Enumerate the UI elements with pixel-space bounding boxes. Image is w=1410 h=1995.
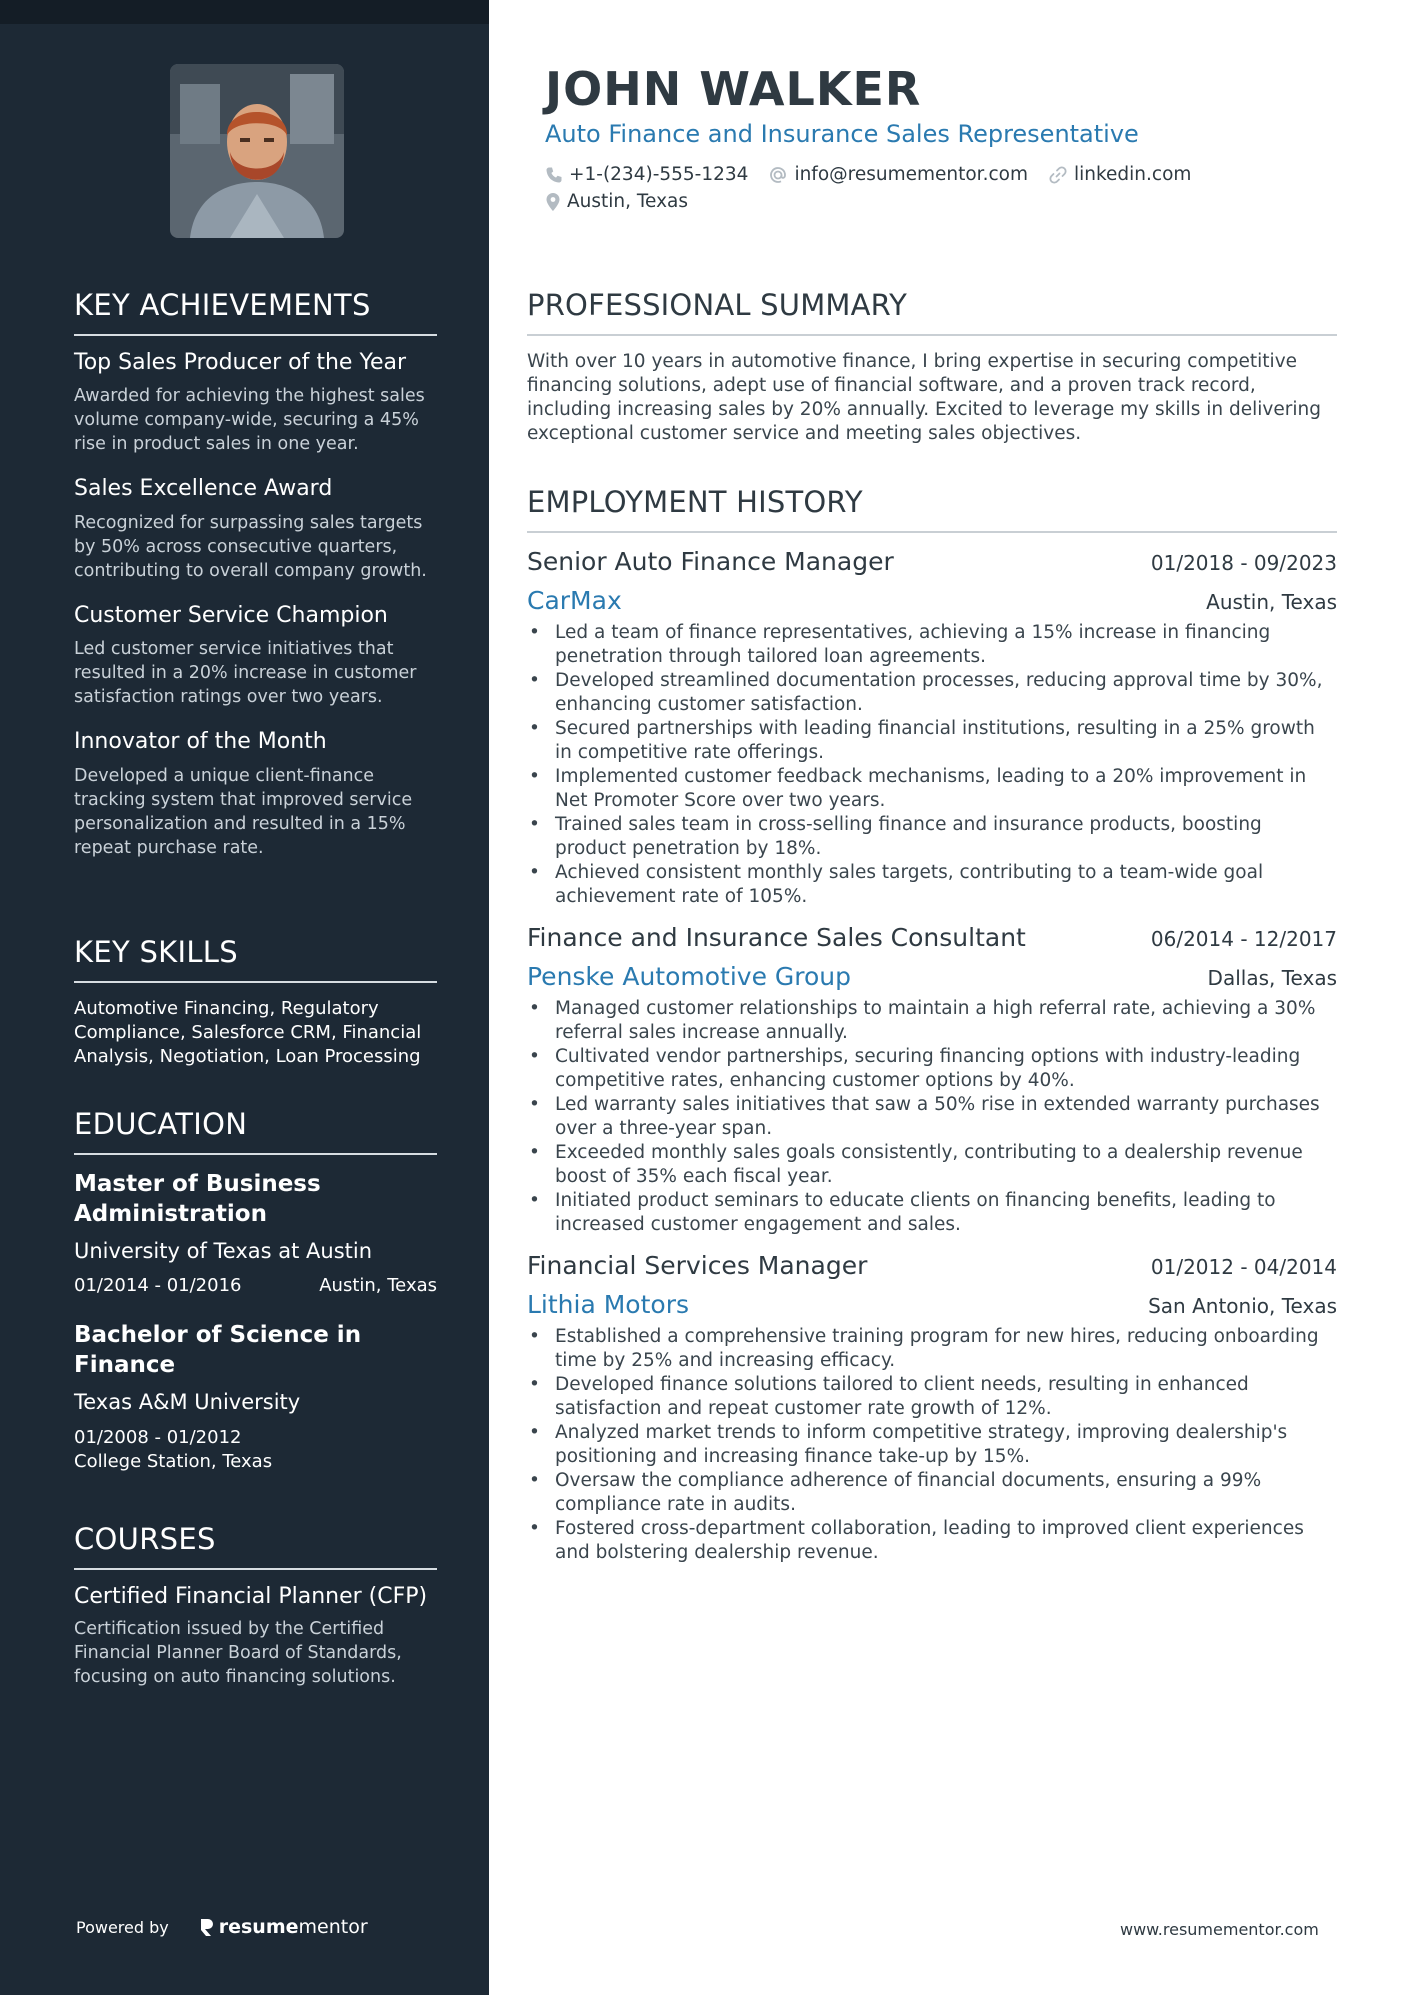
job-title: Senior Auto Finance Manager: [527, 547, 894, 576]
achievement-desc: Developed a unique client-finance tracking system that improved service personalization and resulted in a 15% repeat purchase rate.: [74, 765, 413, 858]
at-sign-icon: [768, 165, 788, 185]
candidate-job-title: Auto Finance and Insurance Sales Representative: [545, 120, 1139, 148]
job-bullet: • Fostered cross-department collaboration, leading to improved client experiences and bolstering dealership revenue.: [527, 1517, 1337, 1565]
job-entry: [527, 923, 1337, 1237]
brand-name-a: resume: [218, 1916, 299, 1938]
achievement-desc: Awarded for achieving the highest sales volume company-wide, securing a 45% rise in product sales in one year.: [74, 386, 425, 455]
sidebar-top-band: [0, 0, 489, 24]
contact-email[interactable]: [768, 164, 1028, 185]
job-entry: [527, 1251, 1337, 1565]
job-bullet: • Led a team of finance representatives, achieving a 15% increase in financing penetration through tailored loan agreements.: [527, 621, 1337, 669]
job-location: San Antonio, Texas: [1148, 1294, 1337, 1318]
achievement-title: Innovator of the Month: [74, 729, 327, 755]
education-location: College Station, Texas: [74, 1451, 273, 1472]
job-bullet: • Established a comprehensive training program for new hires, reducing onboarding time by 25% and increasing efficacy.: [527, 1325, 1337, 1373]
achievement-item: [74, 603, 437, 709]
achievements-section: [74, 288, 437, 880]
job-subheader: [527, 586, 1337, 615]
course-desc: Certification issued by the Certified Financial Planner Board of Standards, focusing on auto financing solutions.: [74, 1619, 402, 1687]
education-degree: Bachelor of Science in Finance: [74, 1322, 362, 1378]
achievement-desc: Recognized for surpassing sales targets by 50% across consecutive quarters, contributing to overall company growth.: [74, 512, 427, 581]
job-bullet: • Managed customer relationships to maintain a high referral rate, achieving a 30% referral sales increase annually.: [527, 997, 1337, 1045]
job-location: Dallas, Texas: [1207, 966, 1337, 990]
education-item: [74, 1169, 437, 1296]
education-degree: Master of Business Administration: [74, 1171, 321, 1227]
contact-location: [545, 191, 688, 212]
job-dates: 01/2012 - 04/2014: [1150, 1255, 1337, 1279]
courses-section: [74, 1522, 437, 1689]
portrait-image: [170, 64, 344, 238]
job-title: Financial Services Manager: [527, 1251, 868, 1280]
powered-by-label: Powered by: [76, 1917, 169, 1937]
education-meta: [74, 1275, 437, 1296]
phone-text: +1-(234)-555-1234: [569, 164, 749, 185]
job-bullet: • Achieved consistent monthly sales targets, contributing to a team-wide goal achievement rate of 105%.: [527, 861, 1337, 909]
sidebar: [0, 0, 489, 1995]
achievements-title: KEY ACHIEVEMENTS: [74, 288, 437, 336]
job-header: [527, 547, 1337, 576]
employment-title: EMPLOYMENT HISTORY: [527, 485, 1337, 533]
job-subheader: [527, 962, 1337, 991]
job-bullet: • Implemented customer feedback mechanisms, leading to a 20% improvement in Net Promoter Score over two years.: [527, 765, 1337, 813]
courses-title: COURSES: [74, 1522, 437, 1570]
job-dates: 01/2018 - 09/2023: [1150, 551, 1337, 575]
job-bullet: • Developed streamlined documentation processes, reducing approval time by 30%, enhancing customer satisfaction.: [527, 669, 1337, 717]
job-title: Finance and Insurance Sales Consultant: [527, 923, 1026, 952]
job-subheader: [527, 1290, 1337, 1319]
education-title: EDUCATION: [74, 1107, 437, 1155]
job-bullets: [527, 621, 1337, 909]
job-bullet: • Exceeded monthly sales goals consistently, contributing to a dealership revenue boost of 35% each fiscal year.: [527, 1141, 1337, 1189]
education-meta: [74, 1426, 437, 1474]
contact-linkedin[interactable]: [1048, 164, 1191, 185]
achievement-title: Sales Excellence Award: [74, 476, 333, 502]
brand-name-b: mentor: [298, 1916, 368, 1938]
job-bullet: • Led warranty sales initiatives that saw a 50% rise in extended warranty purchases over a three-year span.: [527, 1093, 1337, 1141]
job-bullet: • Trained sales team in cross-selling finance and insurance products, boosting product penetration by 18%.: [527, 813, 1337, 861]
job-bullet: • Initiated product seminars to educate clients on financing benefits, leading to increased customer engagement and sales.: [527, 1189, 1337, 1237]
achievement-desc: Led customer service initiatives that resulted in a 20% increase in customer satisfaction ratings over two years.: [74, 639, 417, 708]
skills-text: Automotive Financing, Regulatory Compliance, Salesforce CRM, Financial Analysis, Negotiation, Loan Processing: [74, 998, 422, 1067]
job-entry: [527, 547, 1337, 909]
achievement-item: [74, 350, 437, 456]
link-icon: [1048, 165, 1068, 185]
achievement-item: [74, 729, 437, 859]
skills-title: KEY SKILLS: [74, 935, 437, 983]
job-location: Austin, Texas: [1206, 590, 1337, 614]
job-bullet: • Cultivated vendor partnerships, securing financing options with industry-leading competitive rates, enhancing customer options by 40%.: [527, 1045, 1337, 1093]
education-school: Texas A&M University: [74, 1390, 301, 1414]
job-bullets: [527, 1325, 1337, 1565]
job-header: [527, 923, 1337, 952]
education-dates: 01/2008 - 01/2012: [74, 1427, 242, 1448]
education-section: [74, 1107, 437, 1474]
employment-section: [527, 485, 1337, 1579]
candidate-name: JOHN WALKER: [545, 62, 922, 116]
company-name: Penske Automotive Group: [527, 962, 852, 991]
company-name: Lithia Motors: [527, 1290, 689, 1319]
contact-row: [545, 191, 1345, 212]
job-bullet: • Oversaw the compliance adherence of financial documents, ensuring a 99% compliance rate in audits.: [527, 1469, 1337, 1517]
job-bullet: • Analyzed market trends to inform competitive strategy, improving dealership's positioning and increasing finance take-up by 15%.: [527, 1421, 1337, 1469]
footer-website[interactable]: www.resumementor.com: [1120, 1920, 1319, 1939]
location-pin-icon: [545, 192, 561, 212]
achievement-item: [74, 476, 437, 582]
job-dates: 06/2014 - 12/2017: [1150, 927, 1337, 951]
resumementor-logo-icon: [199, 1917, 213, 1937]
education-school: University of Texas at Austin: [74, 1239, 373, 1263]
achievement-title: Top Sales Producer of the Year: [74, 350, 407, 375]
company-name: CarMax: [527, 586, 622, 615]
location-text: Austin, Texas: [567, 191, 689, 212]
contact-phone: [545, 164, 748, 185]
summary-section: [527, 288, 1337, 446]
education-location: Austin, Texas: [319, 1275, 437, 1296]
email-text: info@resumementor.com: [794, 164, 1028, 185]
header: [545, 60, 1345, 218]
resumementor-logo: [199, 1916, 368, 1938]
contact-row: [545, 164, 1345, 185]
job-header: [527, 1251, 1337, 1280]
education-dates: 01/2014 - 01/2016: [74, 1275, 242, 1296]
job-bullet: • Secured partnerships with leading financial institutions, resulting in a 25% growth in competitive rate offerings.: [527, 717, 1337, 765]
education-item: [74, 1320, 437, 1474]
summary-text: With over 10 years in automotive finance, I bring expertise in securing competitive financing solutions, adept use of financial software, and a proven track record, including increasing sales by 20% annually. Excited to leverage my skills in delivering exceptional customer service and meeting sales objectives.: [527, 351, 1321, 444]
linkedin-text: linkedin.com: [1073, 164, 1192, 185]
course-title: Certified Financial Planner (CFP): [74, 1584, 428, 1609]
achievement-title: Customer Service Champion: [74, 602, 388, 628]
phone-icon: [545, 166, 563, 184]
powered-by: [76, 1916, 368, 1938]
skills-section: [74, 935, 437, 1069]
profile-photo: [170, 64, 344, 238]
job-bullet: • Developed finance solutions tailored to client needs, resulting in enhanced satisfaction and repeat customer rate growth of 12%.: [527, 1373, 1337, 1421]
contact-info: [545, 164, 1345, 212]
job-bullets: [527, 997, 1337, 1237]
summary-title: PROFESSIONAL SUMMARY: [527, 288, 1337, 336]
